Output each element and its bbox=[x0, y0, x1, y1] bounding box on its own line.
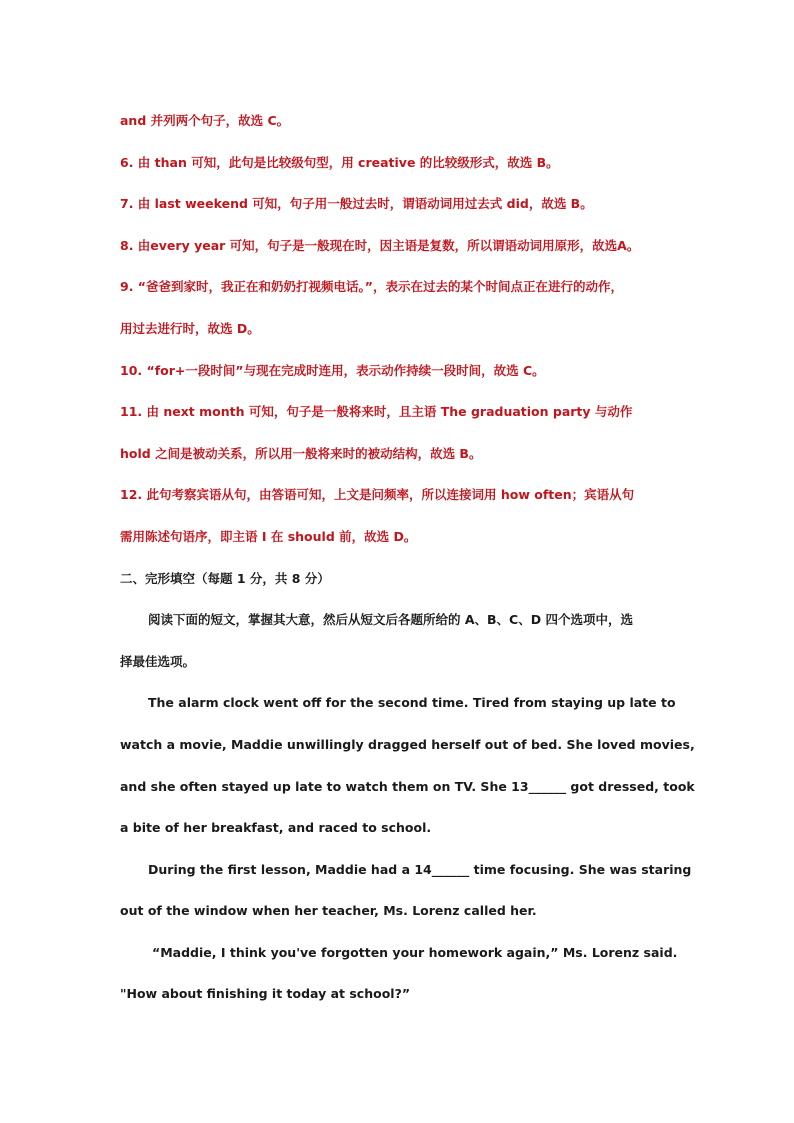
explanation-line: 8. 由every year 可知，句子是一般现在时，因主语是复数，所以谓语动词用原形，故选A。 bbox=[120, 237, 640, 253]
explanation-line: and 并列两个句子，故选 C。 bbox=[120, 113, 290, 128]
instruction-line: 择最佳选项。 bbox=[120, 653, 196, 669]
instruction-line: 阅读下面的短文，掌握其大意，然后从短文后各题所给的 A、B、C、D 四个选项中，选 bbox=[148, 612, 633, 628]
passage-line: and she often stayed up late to watch them on TV. She 13______ got dressed, took bbox=[120, 778, 695, 794]
passage-line: “Maddie, I think you've forgotten your homework again,” Ms. Lorenz said. bbox=[152, 944, 678, 960]
explanation-line: 10. “for+一段时间”与现在完成时连用，表示动作持续一段时间，故选 C。 bbox=[120, 362, 545, 378]
passage-line: out of the window when her teacher, Ms. Lorenz called her. bbox=[120, 903, 537, 919]
explanation-line: 12. 此句考察宾语从句，由答语可知，上文是问频率，所以连接词用 how often；宾语从句 bbox=[120, 487, 635, 503]
passage-line: "How about finishing it today at school?” bbox=[120, 986, 411, 1002]
passage-line: watch a movie, Maddie unwillingly dragged herself out of bed. She loved movies, bbox=[120, 736, 695, 752]
explanation-line: 9. “爸爸到家时，我正在和奶奶打视频电话。”，表示在过去的某个时间点正在进行的动作， bbox=[120, 279, 623, 295]
passage-line: During the first lesson, Maddie had a 14______ time focusing. She was staring bbox=[148, 861, 692, 877]
explanation-line: 7. 由 last weekend 可知，句子用一般过去时，谓语动词用过去式 did，故选 B。 bbox=[120, 196, 593, 212]
explanation-line: 11. 由 next month 可知，句子是一般将来时，且主语 The graduation party 与动作 bbox=[120, 404, 633, 420]
explanation-line: hold 之间是被动关系，所以用一般将来时的被动结构，故选 B。 bbox=[120, 445, 482, 461]
passage-line: The alarm clock went off for the second time. Tired from staying up late to bbox=[148, 695, 676, 711]
explanation-line: 用过去进行时，故选 D。 bbox=[120, 320, 260, 336]
explanation-line: 6. 由 than 可知，此句是比较级句型，用 creative 的比较级形式，故选 B。 bbox=[120, 154, 559, 170]
explanation-line: 需用陈述句语序，即主语 I 在 should 前，故选 D。 bbox=[120, 528, 417, 544]
passage-line: a bite of her breakfast, and raced to school. bbox=[120, 820, 432, 836]
section-heading: 二、完形填空（每题 1 分，共 8 分） bbox=[120, 570, 330, 586]
document-page bbox=[120, 100, 695, 1015]
